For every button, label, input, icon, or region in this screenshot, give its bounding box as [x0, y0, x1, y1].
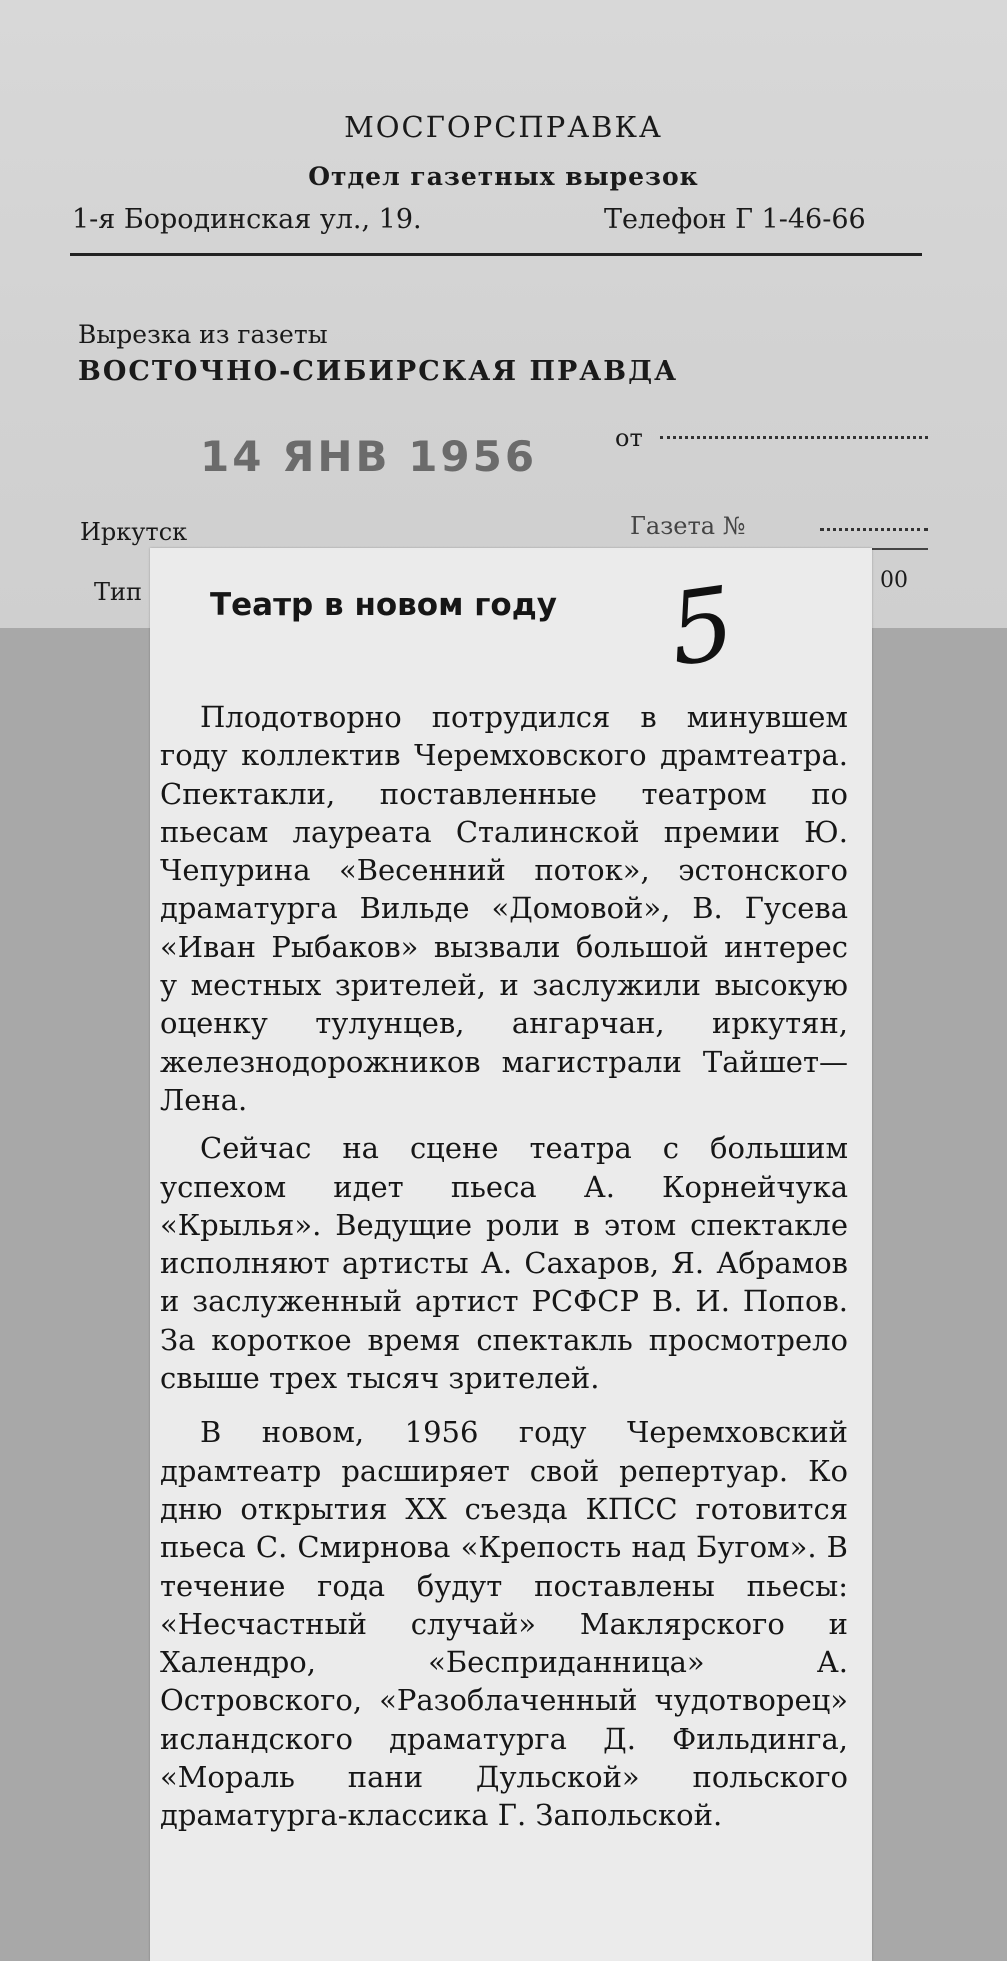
clip-label: Вырезка из газеты [78, 320, 328, 349]
city-label: Иркутск [80, 518, 188, 546]
department-name: Отдел газетных вырезок [308, 162, 699, 191]
newspaper-clipping [150, 548, 872, 1961]
typography-label-fragment: Тип [94, 578, 142, 606]
organization-name: МОСГОРСПРАВКА [344, 110, 663, 144]
from-label: от [615, 424, 643, 452]
date-stamp: 14 ЯНВ 1956 [200, 432, 538, 481]
header-divider [70, 253, 922, 256]
address: 1-я Бородинская ул., 19. [72, 204, 422, 235]
issue-dotted-line [820, 528, 928, 531]
article-body [160, 698, 848, 1835]
circulation-fragment: 00 [880, 568, 908, 593]
article-paragraph: В новом, 1956 году Черемховский драмтеатр расширяет свой репертуар. Ко дню открытия XX съезда КПСС готовится пьеса С. Смирнова «Крепость над Бугом». В течение года будут поставлены пьесы: «Несчастный случай» Маклярского и Халендро, «Бесприданница» А. Островского, «Разоблаченный чудотворец» исландского драматурга Д. Фильдинга, «Мораль пани Дульской» польского драматурга-классика Г. Запольской. [160, 1415, 848, 1833]
article-title: Театр в новом году [210, 587, 557, 623]
newspaper-name: ВОСТОЧНО-СИБИРСКАЯ ПРАВДА [78, 356, 679, 387]
date-dotted-line [660, 436, 928, 439]
clipping-form-header [0, 0, 1007, 628]
issue-number-label: Газета № [630, 512, 746, 540]
phone-number: Телефон Г 1-46-66 [604, 204, 866, 235]
article-paragraph: Сейчас на сцене театра с большим успехом идет пьеса А. Корнейчука «Крылья». Ведущие роли в этом спектакле исполняют артисты А. Сахаров, Я. Абрамов и заслуженный артист РСФСР В. И. Попов. За короткое время спектакль просмотрело свыше трех тысяч зрителей. [160, 1131, 848, 1396]
handwritten-number: 5 [662, 564, 742, 689]
article-paragraph: Плодотворно потрудился в минувшем году коллектив Черемховского драмтеатра. Спектакли, поставленные театром по пьесам лауреата Сталинской премии Ю. Чепурина «Весенний поток», эстонского драматурга Вильде «Домовой», В. Гусева «Иван Рыбаков» вызвали большой интерес у местных зрителей, и заслужили высокую оценку тулунцев, ангарчан, иркутян, железнодорожников магистрали Тайшет—Лена. [160, 700, 848, 1117]
